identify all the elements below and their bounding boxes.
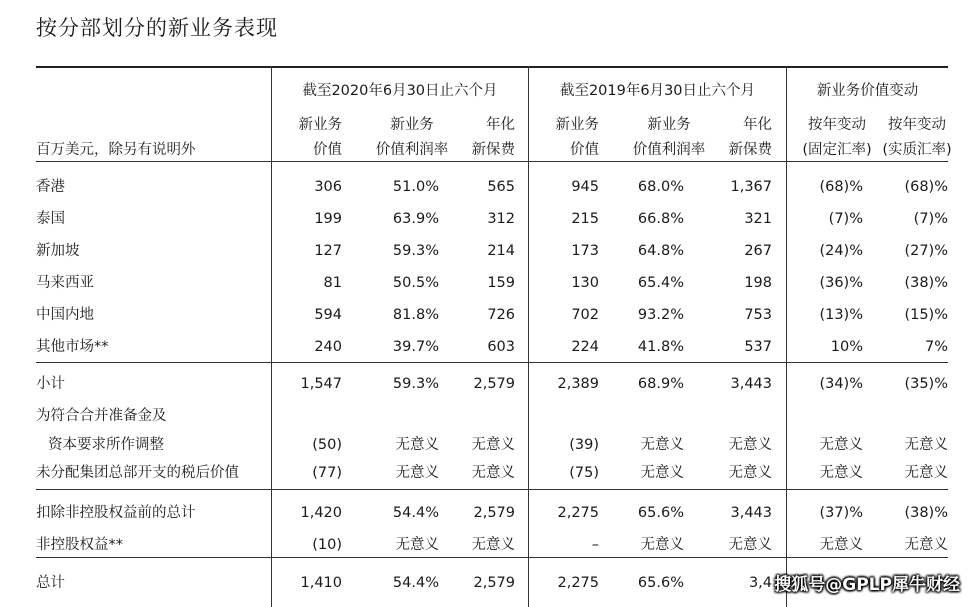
total-before-rule xyxy=(36,489,948,490)
group-header-2020: 截至2020年6月30日止六个月 xyxy=(302,83,498,99)
table-cell: 159 xyxy=(487,275,515,291)
table-cell: 无意义 xyxy=(728,437,772,453)
table-cell: 无意义 xyxy=(819,537,863,553)
table-cell: 51.0% xyxy=(392,179,439,195)
col-cer-l1: 按年变动 xyxy=(808,117,866,133)
table-cell: 312 xyxy=(487,211,515,227)
table-cell: 1,420 xyxy=(300,505,342,521)
row-label: 泰国 xyxy=(36,211,65,227)
table-cell: 2,579 xyxy=(473,376,515,392)
table-cell: (37)% xyxy=(819,505,863,521)
col-cer-l2: (固定汇率) xyxy=(802,142,872,158)
row-label: 其他市场** xyxy=(36,339,109,355)
performance-table xyxy=(36,66,952,607)
table-cell: – xyxy=(591,537,599,553)
row-label: 未分配集团总部开支的税后价值 xyxy=(36,465,239,481)
table-cell: (34)% xyxy=(819,376,863,392)
table-cell: 214 xyxy=(487,243,515,259)
table-cell: 753 xyxy=(744,307,772,323)
group-header-2019: 截至2019年6月30日止六个月 xyxy=(559,83,756,99)
table-cell: 54.4% xyxy=(392,575,439,591)
divider-change xyxy=(786,66,787,607)
col-ape-2019-l2: 新保费 xyxy=(728,142,772,158)
table-cell: 39.7% xyxy=(392,339,439,355)
table-cell: (39) xyxy=(569,437,599,453)
table-cell: 无意义 xyxy=(395,537,439,553)
table-cell: 54.4% xyxy=(392,505,439,521)
row-label: 非控股权益** xyxy=(36,537,123,553)
table-cell: 321 xyxy=(744,211,772,227)
table-cell: (68)% xyxy=(819,179,863,195)
table-cell: 3,4 xyxy=(748,575,772,591)
total-rule xyxy=(36,557,948,558)
table-cell: (75) xyxy=(569,465,599,481)
table-cell: 537 xyxy=(744,339,772,355)
table-cell: 无意义 xyxy=(819,465,863,481)
col-margin-2020-l1: 新业务 xyxy=(390,117,434,133)
col-margin-2020-l2: 价值利润率 xyxy=(375,142,449,158)
row-label: 中国内地 xyxy=(36,307,94,323)
col-nbv-2019-l2: 价值 xyxy=(570,142,599,158)
table-cell: 无意义 xyxy=(728,465,772,481)
group-header-change: 新业务价值变动 xyxy=(816,83,919,99)
table-cell: 726 xyxy=(487,307,515,323)
table-cell: 68.0% xyxy=(637,179,684,195)
divider-2020 xyxy=(271,66,272,607)
table-cell: 603 xyxy=(487,339,515,355)
table-cell: 41.8% xyxy=(637,339,684,355)
table-cell: 无意义 xyxy=(640,437,684,453)
row-label: 扣除非控股权益前的总计 xyxy=(36,505,196,521)
row-label: 小计 xyxy=(36,376,65,392)
table-cell: 2,275 xyxy=(557,575,599,591)
table-cell: (77) xyxy=(312,465,342,481)
table-cell: 无意义 xyxy=(471,465,515,481)
table-cell: 224 xyxy=(571,339,599,355)
table-cell: (35)% xyxy=(904,376,948,392)
table-cell: 199 xyxy=(314,211,342,227)
table-cell: 63.9% xyxy=(392,211,439,227)
table-cell: 无意义 xyxy=(904,437,948,453)
table-cell: (7)% xyxy=(913,211,948,227)
table-cell: 702 xyxy=(571,307,599,323)
table-cell: 64.8% xyxy=(637,243,684,259)
row-label: 香港 xyxy=(36,179,65,195)
table-cell: 2,579 xyxy=(473,505,515,521)
table-cell: 2,275 xyxy=(557,505,599,521)
row-label: 为符合合并准备金及 xyxy=(36,408,167,424)
col-margin-2019-l1: 新业务 xyxy=(647,117,691,133)
table-cell: 594 xyxy=(314,307,342,323)
table-cell: 130 xyxy=(571,275,599,291)
table-cell: 无意义 xyxy=(395,437,439,453)
table-cell: (38)% xyxy=(904,275,948,291)
row-label: 马来西亚 xyxy=(36,275,94,291)
row-label-line2: 资本要求所作调整 xyxy=(48,437,164,453)
col-ape-2019-l1: 年化 xyxy=(743,117,772,133)
table-cell: 7% xyxy=(924,339,948,355)
table-cell: 945 xyxy=(571,179,599,195)
table-cell: 93.2% xyxy=(637,307,684,323)
table-cell: 2,579 xyxy=(473,575,515,591)
table-cell: 无意义 xyxy=(904,465,948,481)
table-cell: 无意义 xyxy=(819,437,863,453)
page-title: 按分部划分的新业务表现 xyxy=(36,16,278,40)
table-cell: (38)% xyxy=(904,505,948,521)
col-nbv-2019-l1: 新业务 xyxy=(555,117,599,133)
table-cell: 10% xyxy=(830,339,863,355)
table-cell: 59.3% xyxy=(392,376,439,392)
row-label: 新加坡 xyxy=(36,243,80,259)
table-cell: 306 xyxy=(314,179,342,195)
table-cell: 无意义 xyxy=(640,465,684,481)
table-cell: 565 xyxy=(487,179,515,195)
col-ape-2020-l2: 新保费 xyxy=(471,142,515,158)
table-cell: 65.4% xyxy=(637,275,684,291)
table-cell: 59.3% xyxy=(392,243,439,259)
table-cell: 173 xyxy=(571,243,599,259)
table-cell: (24)% xyxy=(819,243,863,259)
table-cell: 3,443 xyxy=(730,376,772,392)
table-cell: 无意义 xyxy=(640,537,684,553)
table-cell: (27)% xyxy=(904,243,948,259)
table-cell: 1,547 xyxy=(300,376,342,392)
table-cell: 127 xyxy=(314,243,342,259)
col-nbv-2020-l1: 新业务 xyxy=(298,117,342,133)
row-label: 总计 xyxy=(36,575,65,591)
table-cell: 81.8% xyxy=(392,307,439,323)
table-cell: (50) xyxy=(312,437,342,453)
table-cell: (7)% xyxy=(828,211,863,227)
table-cell: 无意义 xyxy=(395,465,439,481)
table-cell: 65.6% xyxy=(637,575,684,591)
table-cell: 81 xyxy=(323,275,342,291)
watermark: 搜狐号@GPLP犀牛财经 xyxy=(774,575,960,595)
col-ape-2020-l1: 年化 xyxy=(486,117,515,133)
table-cell: 2,389 xyxy=(557,376,599,392)
table-cell: 68.9% xyxy=(637,376,684,392)
table-cell: (10) xyxy=(312,537,342,553)
subtotal-rule xyxy=(36,362,948,363)
col-aer-l2: (实质汇率) xyxy=(882,142,952,158)
unit-label: 百万美元，除另有说明外 xyxy=(36,142,196,158)
table-cell: (13)% xyxy=(819,307,863,323)
header-rule xyxy=(36,161,948,162)
table-cell: 无意义 xyxy=(904,537,948,553)
table-cell: 1,410 xyxy=(300,575,342,591)
table-cell: 1,367 xyxy=(730,179,772,195)
table-top-rule xyxy=(36,66,948,68)
table-cell: 198 xyxy=(744,275,772,291)
table-cell: (68)% xyxy=(904,179,948,195)
table-cell: 无意义 xyxy=(471,537,515,553)
table-cell: (36)% xyxy=(819,275,863,291)
table-cell: 50.5% xyxy=(392,275,439,291)
col-aer-l1: 按年变动 xyxy=(888,117,946,133)
table-cell: 66.8% xyxy=(637,211,684,227)
divider-2019 xyxy=(528,66,529,607)
table-cell: 215 xyxy=(571,211,599,227)
table-cell: 65.6% xyxy=(637,505,684,521)
table-cell: 267 xyxy=(744,243,772,259)
table-cell: 无意义 xyxy=(471,437,515,453)
table-cell: 无意义 xyxy=(728,537,772,553)
table-cell: 3,443 xyxy=(730,505,772,521)
col-nbv-2020-l2: 价值 xyxy=(313,142,342,158)
table-cell: (15)% xyxy=(904,307,948,323)
col-margin-2019-l2: 价值利润率 xyxy=(632,142,706,158)
table-cell: 240 xyxy=(314,339,342,355)
